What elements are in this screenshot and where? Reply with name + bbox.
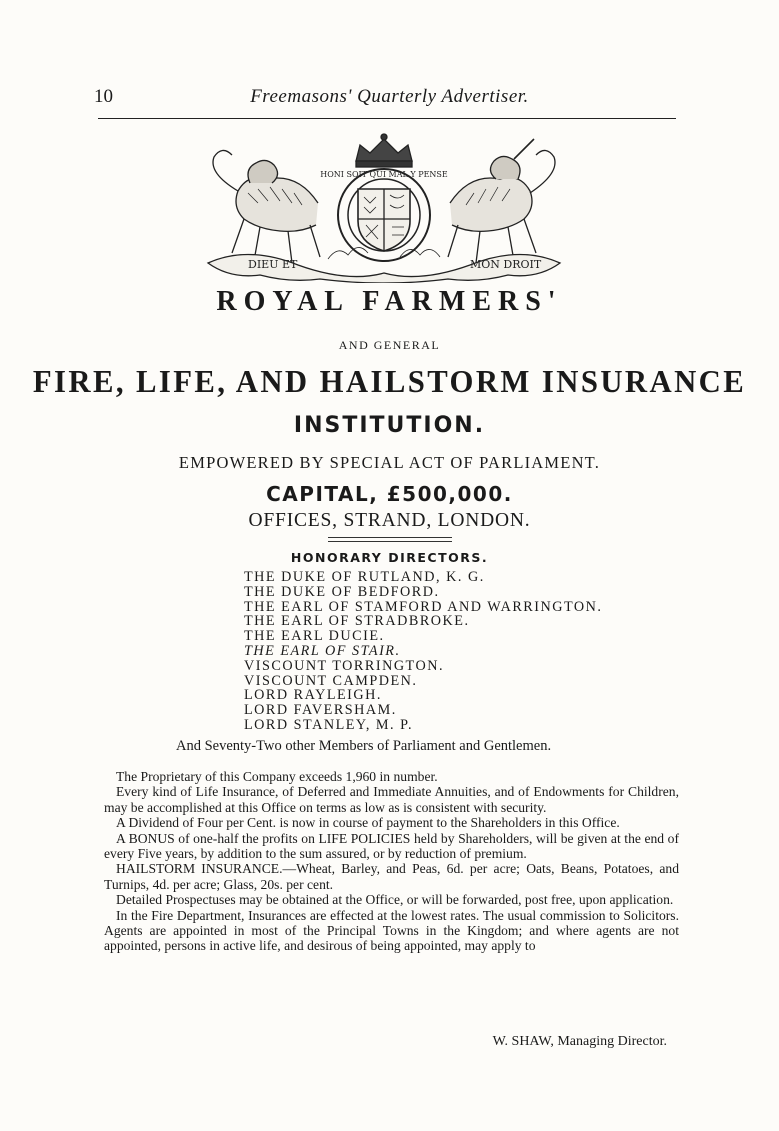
- director-name: VISCOUNT TORRINGTON.: [244, 657, 445, 674]
- body-paragraph: Detailed Prospectuses may be obtained at the Office, or will be forwarded, post free, upon application.: [116, 892, 674, 908]
- title-and-general: AND GENERAL: [338, 338, 441, 352]
- director-name: LORD RAYLEIGH.: [244, 687, 382, 704]
- other-members-line: And Seventy-Two other Members of Parliament and Gentlemen.: [176, 738, 552, 754]
- director-name: LORD STANLEY, M. P.: [244, 716, 413, 733]
- director-name: THE EARL OF STAMFORD AND WARRINGTON.: [244, 598, 603, 615]
- garter-motto: HONI SOIT QUI MAL Y PENSE: [320, 170, 448, 179]
- offices-line: OFFICES, STRAND, LONDON.: [248, 510, 531, 531]
- director-name: VISCOUNT CAMPDEN.: [244, 672, 418, 689]
- motto-left: DIEU ET: [248, 258, 298, 271]
- royal-coat-of-arms-icon: [188, 133, 580, 283]
- title-fire-life-hailstorm: FIRE, LIFE, AND HAILSTORM INSURANCE: [32, 363, 747, 399]
- motto-right: MON DROIT: [470, 258, 542, 271]
- empowered-line: EMPOWERED BY SPECIAL ACT OF PARLIAMENT.: [178, 453, 601, 472]
- signature-managing-director: W. SHAW, Managing Director.: [492, 1034, 667, 1049]
- header-rule: [98, 118, 676, 119]
- title-institution: INSTITUTION.: [293, 413, 486, 438]
- director-name: THE DUKE OF BEDFORD.: [244, 583, 440, 600]
- body-paragraph: The Proprietary of this Company exceeds 1,960 in number.: [116, 769, 438, 784]
- body-paragraph: Every kind of Life Insurance, of Deferred and Immediate Annuities, and of Endowments for Children, may be accomplished at this Office on terms as low as is consistent with security.: [104, 784, 679, 815]
- running-title: Freemasons' Quarterly Advertiser.: [250, 86, 529, 107]
- body-paragraph: A Dividend of Four per Cent. is now in course of payment to the Shareholders in this Office.: [116, 815, 620, 831]
- directors-list: [244, 570, 602, 733]
- body-paragraph: In the Fire Department, Insurances are effected at the lowest rates. The usual commission to Solicitors. Agents are appointed in most of the Principal Towns in the Kingdom; and where agents are not appointed, persons in active life, and desirous of being appointed, may apply to: [104, 907, 679, 954]
- director-name: LORD FAVERSHAM.: [244, 702, 397, 719]
- title-royal-farmers: ROYAL FARMERS': [216, 286, 563, 317]
- director-name: THE EARL DUCIE.: [244, 628, 385, 645]
- director-name: THE EARL OF STRADBROKE.: [244, 613, 470, 630]
- director-name: THE DUKE OF RUTLAND, K. G.: [244, 569, 485, 585]
- body-paragraph: HAILSTORM INSURANCE.—Wheat, Barley, and Peas, 6d. per acre; Oats, Beans, Potatoes, and Turnips, 4d. per acre; Glass, 20s. per cent.: [104, 861, 679, 892]
- body-paragraph: A BONUS of one-half the profits on LIFE POLICIES held by Shareholders, will be given at the end of every Five years, by addition to the sum assured, or by reduction of premium.: [104, 830, 679, 862]
- capital-line: CAPITAL, £500,000.: [266, 482, 513, 506]
- director-name: THE EARL OF STAIR.: [244, 642, 401, 659]
- page-number: 10: [94, 86, 113, 107]
- double-rule-divider: [328, 537, 452, 542]
- advertisement-body: [104, 769, 679, 954]
- directors-heading: HONORARY DIRECTORS.: [290, 550, 489, 565]
